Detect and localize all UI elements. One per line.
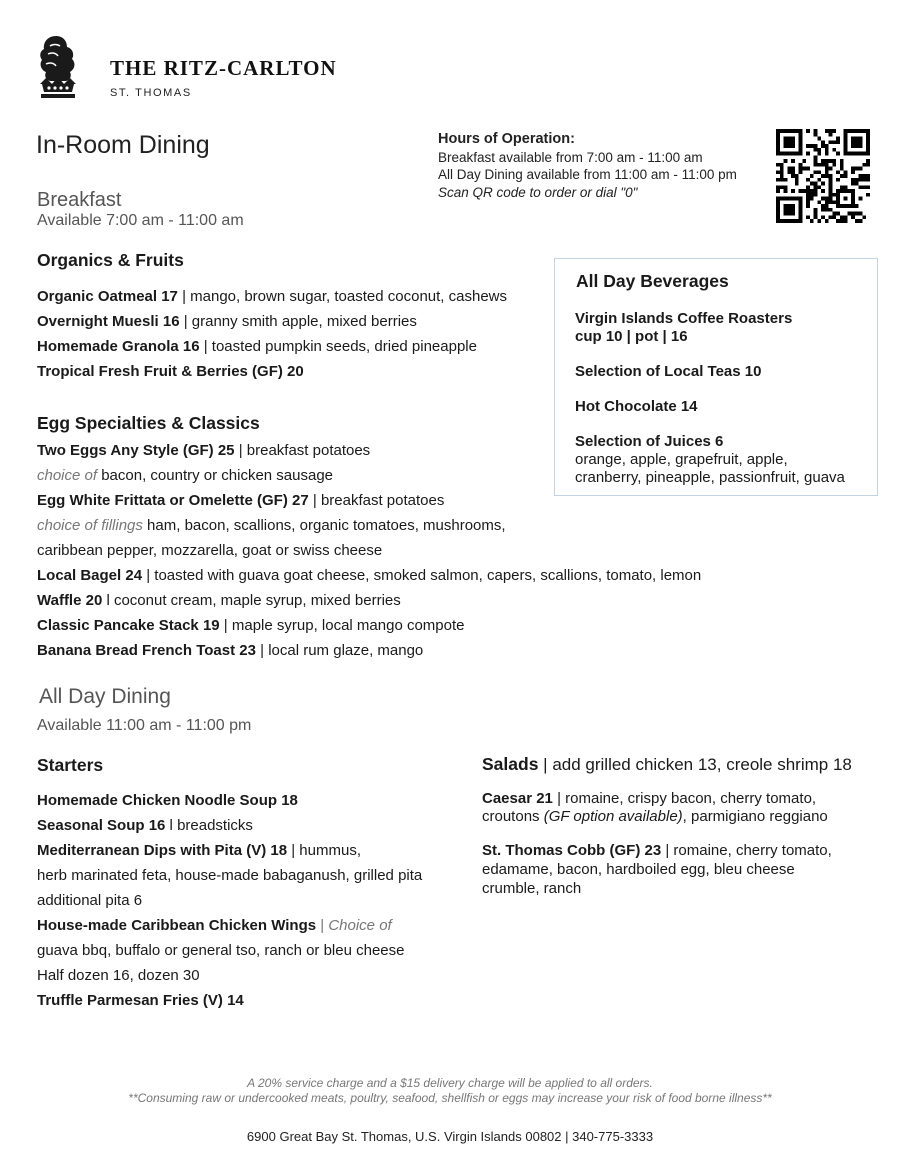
menu-item (482, 790, 874, 825)
eggs-heading: Egg Specialties & Classics (37, 413, 260, 433)
choice-label: choice of (37, 467, 98, 484)
item-name: Banana Bread French Toast 23 (37, 642, 256, 659)
item-description-continued: Half dozen 16, dozen 30 (37, 967, 200, 984)
item-description: croutons (482, 807, 544, 825)
item-separator: | (142, 567, 155, 584)
menu-item (37, 338, 477, 355)
item-choice (37, 467, 333, 484)
item-description: hummus, (299, 842, 361, 859)
item-description: crumble, ranch (482, 880, 582, 897)
item-name: Tropical Fresh Fruit & Berries (GF) 20 (37, 363, 304, 380)
item-name: Homemade Granola 16 (37, 338, 200, 355)
item-name: Caesar 21 (482, 790, 553, 807)
menu-item (37, 363, 304, 380)
item-description: breadsticks (177, 817, 253, 834)
consumption-warning: **Consuming raw or undercooked meats, poultry, seafood, shellfish or eggs may increase your risk of food borne illness** (128, 1091, 772, 1105)
menu-item (37, 567, 701, 584)
salads-heading-row (482, 754, 852, 775)
choice-text: bacon, country or chicken sausage (97, 467, 334, 484)
address-line: 6900 Great Bay St. Thomas, U.S. Virgin Islands 00802 | 340-775-3333 (246, 1129, 654, 1144)
menu-item (37, 592, 401, 609)
item-description: romaine, cherry tomato, (673, 842, 832, 859)
menu-item (37, 917, 392, 934)
item-name: Seasonal Soup 16 (37, 817, 166, 834)
menu-item (37, 792, 298, 809)
item-name: Homemade Chicken Noodle Soup 18 (37, 792, 298, 809)
salads-addons: add grilled chicken 13, creole shrimp 18 (552, 755, 852, 774)
item-separator: l (102, 592, 114, 609)
item-name: St. Thomas Cobb (GF) 23 (482, 842, 662, 859)
item-description: edamame, bacon, hardboiled egg, bleu cheese (482, 861, 795, 878)
brand-name: THE RITZ-CARLTON (110, 56, 337, 80)
hours-all-day: All Day Dining available from 11:00 am - 11:00 pm (438, 167, 737, 182)
beverage-item (575, 363, 761, 381)
brand-location: ST. THOMAS (110, 87, 192, 99)
choice-text: ham, bacon, scallions, organic tomatoes, mushrooms, (142, 517, 506, 534)
beverage-name: Selection of Juices 6 (575, 433, 724, 450)
qr-code-icon[interactable] (776, 129, 870, 223)
item-choice-continued: caribbean pepper, mozzarella, goat or swiss cheese (37, 542, 383, 559)
item-description: local rum glaze, mango (268, 642, 424, 659)
item-separator: | (552, 790, 566, 807)
beverage-name: Virgin Islands Coffee Roasters (575, 310, 793, 327)
item-name: House-made Caribbean Chicken Wings (37, 917, 317, 934)
item-separator: | (255, 642, 269, 659)
item-separator: l (165, 817, 178, 834)
starters-heading: Starters (37, 755, 104, 775)
menu-item (37, 842, 361, 859)
item-name: Mediterranean Dips with Pita (V) 18 (37, 842, 288, 859)
item-name: Waffle 20 (37, 592, 103, 609)
menu-item (37, 817, 253, 834)
menu-item (37, 642, 423, 659)
item-separator: | (287, 842, 300, 859)
breakfast-availability: Available 7:00 am - 11:00 am (37, 212, 244, 229)
item-separator: | (661, 842, 674, 859)
item-separator: | (234, 442, 247, 459)
service-charge-note: A 20% service charge and a $15 delivery charge will be applied to all orders. (247, 1076, 653, 1090)
item-name: Truffle Parmesan Fries (V) 14 (37, 992, 244, 1009)
item-name: Two Eggs Any Style (GF) 25 (37, 442, 235, 459)
beverage-item (575, 310, 792, 346)
item-description-continued: herb marinated feta, house-made babaganush, grilled pita (37, 867, 423, 884)
item-name: Local Bagel 24 (37, 567, 143, 584)
item-name: Overnight Muesli 16 (37, 313, 180, 330)
menu-item (37, 442, 370, 459)
hours-heading: Hours of Operation: (438, 131, 575, 147)
order-note: Scan QR code to order or dial "0" (438, 184, 638, 200)
breakfast-title: Breakfast (37, 189, 122, 211)
page-title: In-Room Dining (36, 131, 210, 159)
hours-breakfast: Breakfast available from 7:00 am - 11:00 am (438, 149, 703, 165)
item-separator: | (199, 338, 212, 355)
item-separator: | (308, 492, 321, 509)
menu-item (482, 841, 874, 898)
menu-item (37, 288, 507, 305)
item-description: toasted with guava goat cheese, smoked salmon, capers, scallions, tomato, lemon (154, 567, 702, 584)
item-description: breakfast potatoes (320, 492, 445, 509)
beverage-item (575, 398, 698, 416)
item-name: Classic Pancake Stack 19 (37, 617, 220, 634)
item-description: maple syrup, local mango compote (231, 617, 465, 634)
item-description: coconut cream, maple syrup, mixed berries (113, 592, 401, 609)
item-separator: | (219, 617, 232, 634)
item-description-continued: additional pita 6 (37, 892, 143, 909)
choice-label: Choice of (328, 917, 392, 934)
item-separator: | (316, 917, 329, 934)
item-description: mango, brown sugar, toasted coconut, cashews (190, 288, 507, 305)
salads-heading: Salads (482, 754, 539, 774)
menu-item (37, 992, 244, 1009)
item-description: , parmigiano reggiano (682, 807, 828, 825)
all-day-title: All Day Dining (39, 685, 171, 708)
lion-crown-icon (34, 34, 82, 100)
beverage-description: orange, apple, grapefruit, apple, (575, 451, 788, 468)
all-day-availability: Available 11:00 am - 11:00 pm (37, 717, 252, 734)
beverage-name: Hot Chocolate 14 (575, 398, 698, 415)
beverage-price: cup 10 | pot | 16 (575, 328, 688, 345)
item-description: breakfast potatoes (246, 442, 371, 459)
item-description: toasted pumpkin seeds, dried pineapple (211, 338, 477, 355)
hours-of-operation (438, 131, 737, 201)
beverages-heading: All Day Beverages (576, 271, 729, 291)
item-name: Egg White Frittata or Omelette (GF) 27 (37, 492, 309, 509)
item-description: romaine, crispy bacon, cherry tomato, (565, 790, 817, 807)
item-choice (37, 517, 506, 534)
item-description-continued: guava bbq, buffalo or general tso, ranch or bleu cheese (37, 942, 405, 959)
beverage-description: cranberry, pineapple, passionfruit, guava (575, 469, 845, 486)
organics-heading: Organics & Fruits (37, 250, 184, 270)
item-separator: | (177, 288, 191, 305)
salads-separator: | (538, 755, 553, 774)
menu-item (37, 617, 465, 634)
menu-item (37, 492, 444, 509)
item-description: granny smith apple, mixed berries (191, 313, 417, 330)
item-name: Organic Oatmeal 17 (37, 288, 178, 305)
menu-item (37, 313, 417, 330)
choice-label: choice of fillings (37, 517, 143, 534)
beverage-name: Selection of Local Teas 10 (575, 363, 762, 380)
item-note: (GF option available) (543, 807, 683, 825)
item-separator: | (179, 313, 192, 330)
beverage-item (575, 433, 845, 487)
